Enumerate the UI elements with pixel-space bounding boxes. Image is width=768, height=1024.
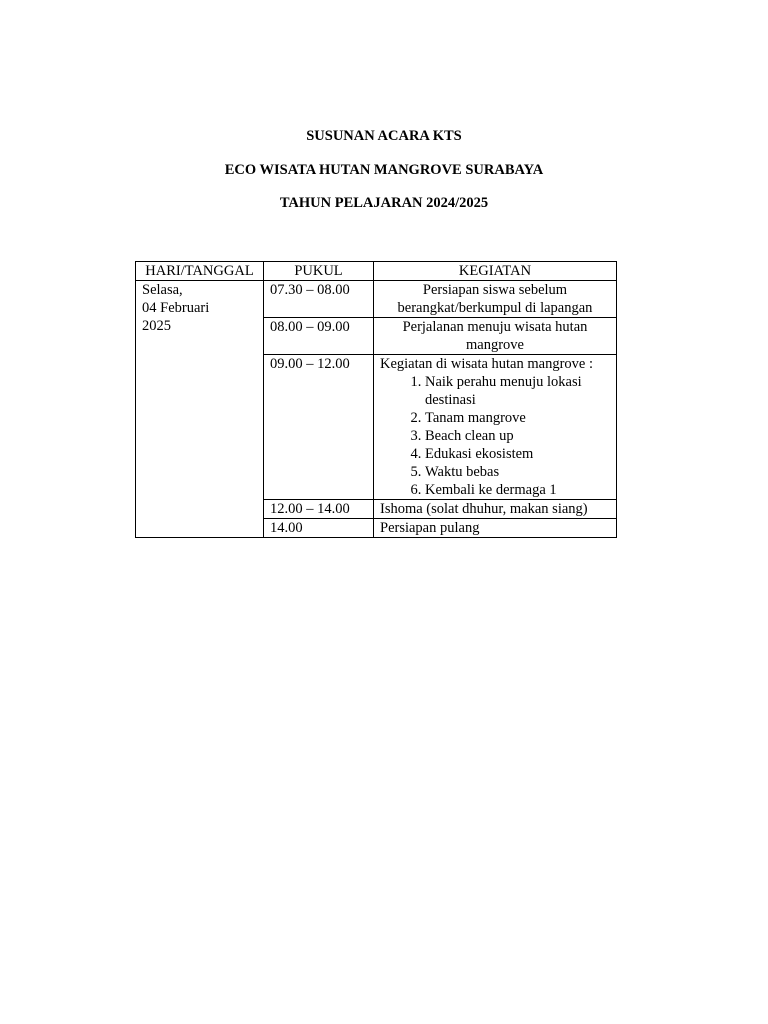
table-header-row: [136, 262, 617, 281]
activity-cell: Ishoma (solat dhuhur, makan siang): [374, 500, 617, 519]
activity-list: [380, 373, 610, 499]
document-subtitle: ECO WISATA HUTAN MANGROVE SURABAYA: [224, 162, 544, 178]
column-header-day: HARI/TANGGAL: [136, 262, 264, 281]
school-year: TAHUN PELAJARAN 2024/2025: [279, 195, 489, 211]
list-item: 4. Edukasi ekosistem: [425, 445, 610, 463]
column-header-time: PUKUL: [264, 262, 374, 281]
list-item: 6. Kembali ke dermaga 1: [425, 481, 610, 499]
time-cell: 09.00 – 12.00: [264, 355, 374, 500]
time-cell: 12.00 – 14.00: [264, 500, 374, 519]
day-year: 2025: [142, 318, 171, 334]
activity-cell: Perjalanan menuju wisata hutan mangrove: [374, 318, 617, 355]
day-date: 04 Februari: [142, 300, 210, 316]
list-item: 3. Beach clean up: [425, 427, 610, 445]
activity-cell: Persiapan siswa sebelum berangkat/berkumpul di lapangan: [374, 281, 617, 318]
document-title: SUSUNAN ACARA KTS: [306, 128, 462, 144]
day-name: Selasa,: [142, 282, 183, 298]
time-cell: 08.00 – 09.00: [264, 318, 374, 355]
day-cell: [136, 281, 264, 538]
table-row: [136, 281, 617, 318]
time-cell: 14.00: [264, 519, 374, 538]
list-item: 2. Tanam mangrove: [425, 409, 610, 427]
list-item: 5. Waktu bebas: [425, 463, 610, 481]
activity-cell: [374, 355, 617, 500]
schedule-table: [135, 261, 617, 538]
time-cell: 07.30 – 08.00: [264, 281, 374, 318]
activity-intro: Kegiatan di wisata hutan mangrove :: [380, 356, 594, 372]
activity-cell: Persiapan pulang: [374, 519, 617, 538]
column-header-activity: KEGIATAN: [374, 262, 617, 281]
list-item: 1. Naik perahu menuju lokasi destinasi: [425, 373, 610, 409]
